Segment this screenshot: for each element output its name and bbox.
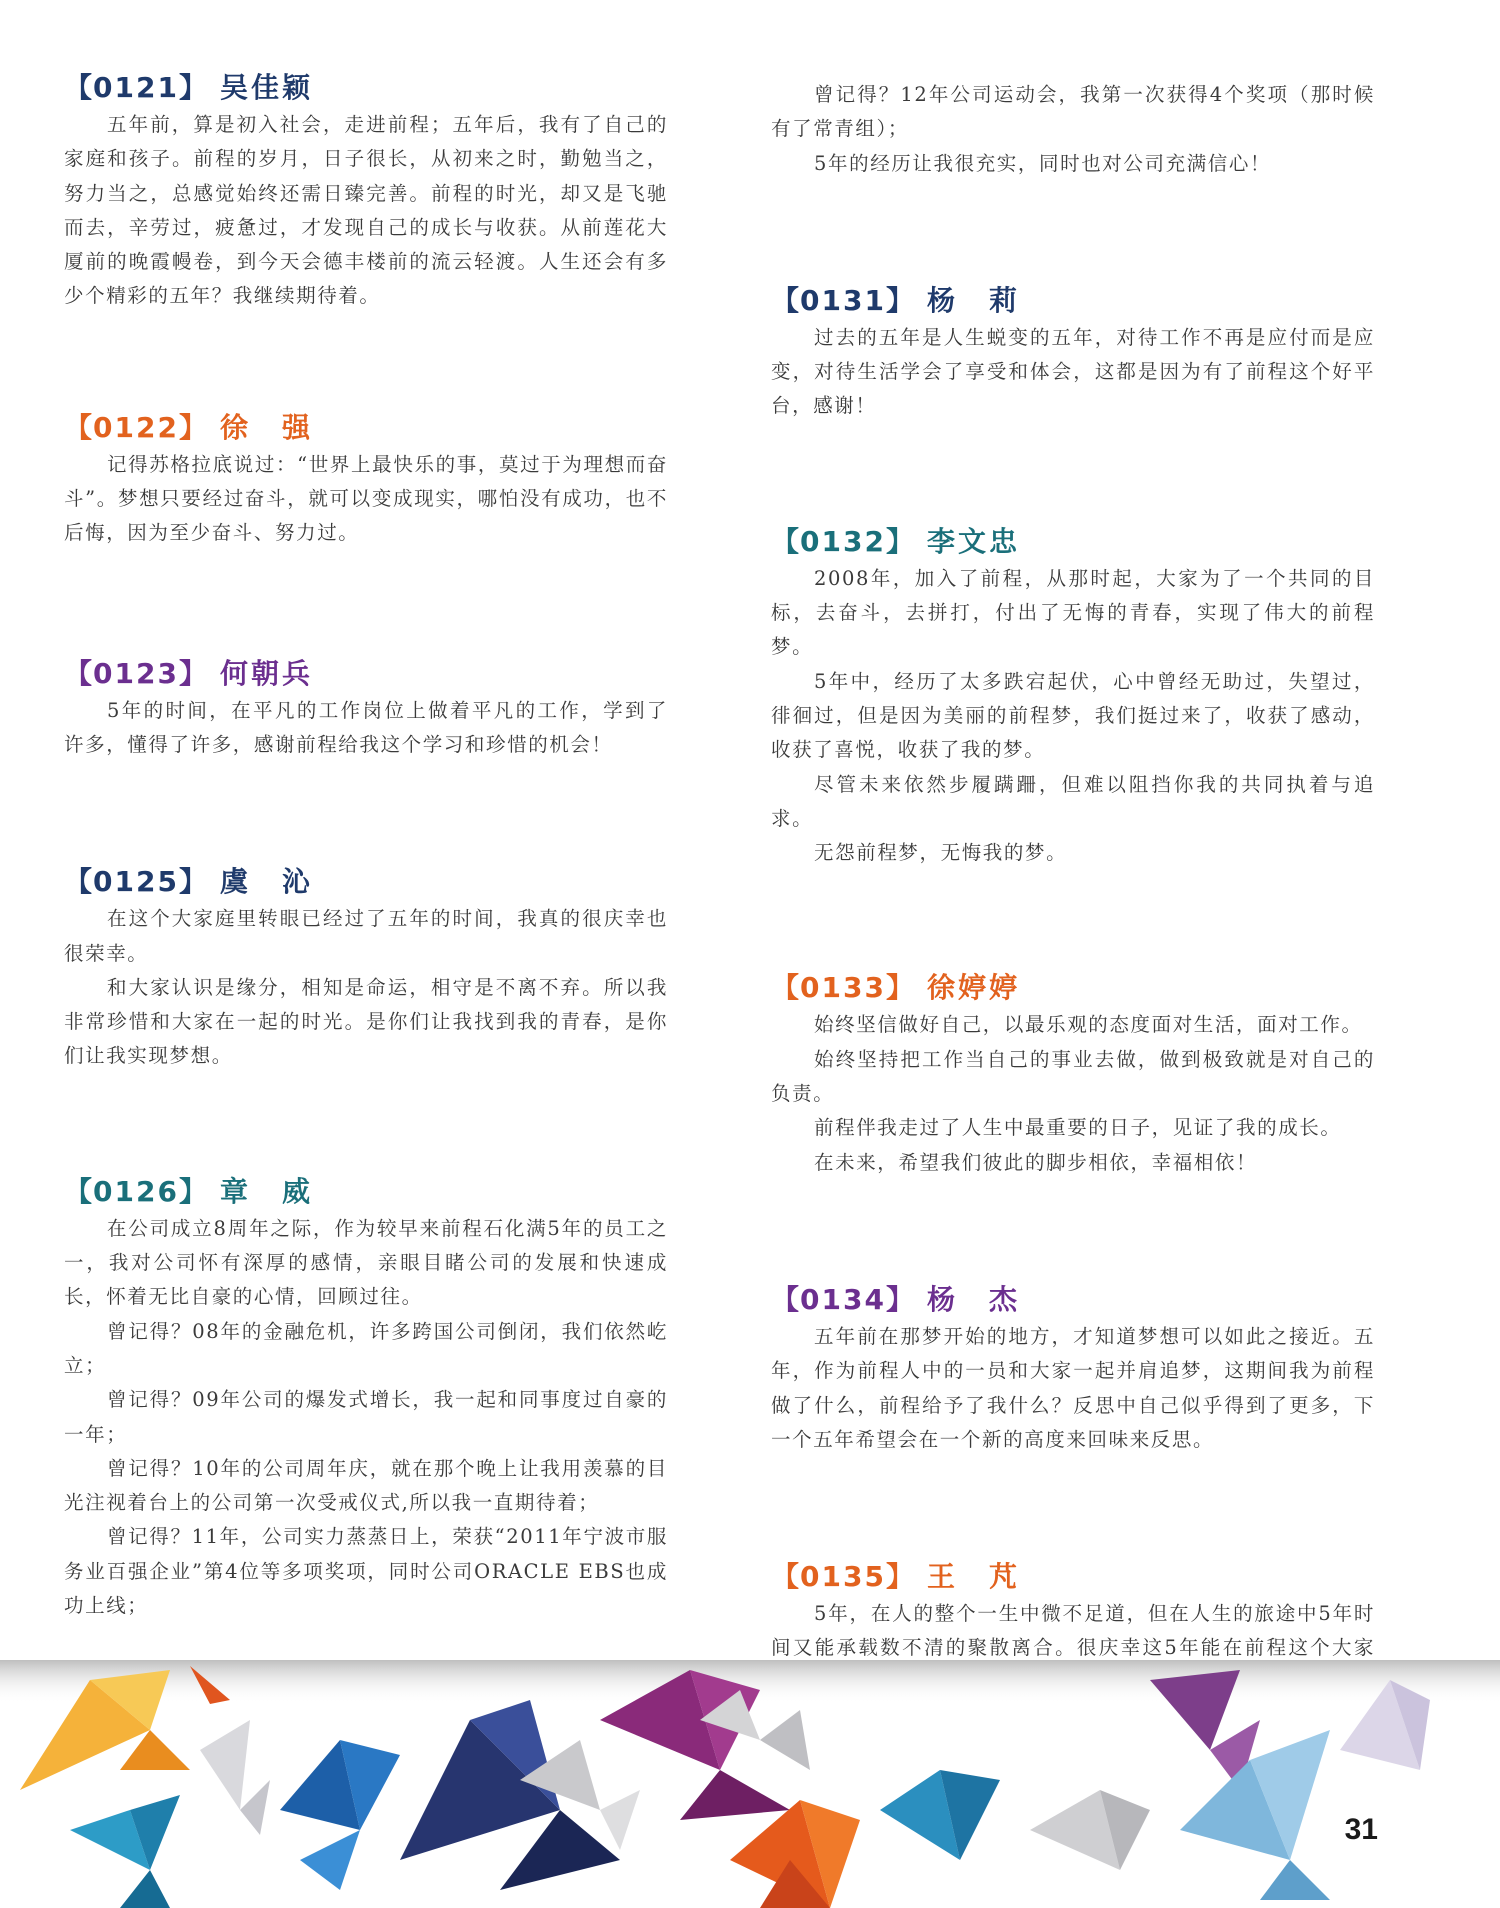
- entry-0133: [771, 970, 1375, 1179]
- entry-paragraph: 和大家认识是缘分，相知是命运，相守是不离不弃。所以我非常珍惜和大家在一起的时光。是你们让我找到我的青春，是你们让我实现梦想。: [64, 975, 668, 1068]
- entry-paragraph: 曾记得？08年的金融危机，许多跨国公司倒闭，我们依然屹立；: [64, 1319, 668, 1377]
- entry-0126-continued: [771, 78, 1375, 181]
- entry-author: 王 芃: [926, 1560, 1020, 1594]
- entry-0126: [64, 1174, 668, 1624]
- entry-paragraph: 记得苏格拉底说过：“世界上最快乐的事，莫过于为理想而奋斗”。梦想只要经过奋斗，就可以变成现实，哪怕没有成功，也不后悔，因为至少奋斗、努力过。: [64, 452, 668, 545]
- entry-paragraph: 在公司成立8周年之际，作为较早来前程石化满5年的员工之一，我对公司怀有深厚的感情，亲眼目睹公司的发展和快速成长，怀着无比自豪的心情，回顾过往。: [64, 1216, 668, 1309]
- entry-paragraph: 五年前，算是初入社会，走进前程；五年后，我有了自己的家庭和孩子。前程的岁月，日子很长，从初来之时，勤勉当之，努力当之，总感觉始终还需日臻完善。前程的时光，却又是飞驰而去，辛劳过，疲惫过，才发现自己的成长与收获。从前莲花大厦前的晚霞幔卷，到今天会德丰楼前的流云轻渡。人生还会有多少个精彩的五年？我继续期待着。: [64, 113, 668, 308]
- entry-0122: [64, 410, 668, 551]
- entry-paragraph: 过去的五年是人生蜕变的五年，对待工作不再是应付而是应变，对待生活学会了享受和体会，这都是因为有了前程这个好平台，感谢！: [771, 325, 1375, 418]
- entry-0123: [64, 656, 668, 763]
- entry-paragraph: 曾记得？10年的公司周年庆，就在那个晚上让我用羡慕的目光注视着台上的公司第一次受戒仪式,所以我一直期待着；: [64, 1456, 668, 1515]
- entry-number: 0122: [93, 410, 179, 444]
- entry-author: 李文忠: [926, 524, 1020, 558]
- entry-title: 【0135】 王 芃: [771, 1560, 1020, 1594]
- entry-title: 【0122】 徐 强: [64, 410, 313, 444]
- entry-paragraph: 曾记得？09年公司的爆发式增长，我一起和同事度过自豪的一年；: [64, 1388, 668, 1446]
- entry-paragraph: 2008年，加入了前程，从那时起，大家为了一个共同的目标，去奋斗，去拼打，付出了无悔的青春，实现了伟大的前程梦。: [771, 566, 1375, 659]
- entry-paragraph: 在未来，希望我们彼此的脚步相依，幸福相依！: [814, 1150, 1258, 1174]
- entry-paragraph: 5年中，经历了太多跌宕起伏，心中曾经无助过，失望过，徘徊过，但是因为美丽的前程梦，我们挺过来了，收获了感动，收获了喜悦，收获了我的梦。: [771, 669, 1375, 762]
- entry-title: 【0121】 吴佳颖: [64, 71, 313, 104]
- entry-title: 【0131】 杨 莉: [771, 283, 1020, 317]
- entry-0131: [771, 283, 1375, 424]
- entry-paragraph: 五年前在那梦开始的地方，才知道梦想可以如此之接近。五年，作为前程人中的一员和大家一起并肩追梦，这期间我为前程做了什么，前程给予了我什么？反思中自己似乎得到了更多，下一个五年希望会在一个新的高度来回味来反思。: [771, 1324, 1375, 1451]
- entry-number: 0126: [93, 1174, 179, 1208]
- entry-paragraph: 5年，在人的整个一生中微不足道，但在人生的旅途中5年时间又能承载数不清的聚散离合。很庆幸这5年能在前程这个大家: [771, 1602, 1375, 1660]
- entry-author: 吴佳颖: [219, 71, 313, 104]
- entry-paragraph: 始终坚持把工作当自己的事业去做，做到极致就是对自己的负责。: [771, 1047, 1375, 1106]
- entry-paragraph: 在这个大家庭里转眼已经过了五年的时间，我真的很庆幸也很荣幸。: [64, 907, 668, 965]
- entry-title: 【0134】 杨 杰: [771, 1282, 1020, 1316]
- entry-number: 0134: [800, 1282, 886, 1316]
- entry-number: 0131: [800, 283, 886, 317]
- entry-author: 章 威: [219, 1174, 313, 1208]
- entry-number: 0125: [93, 865, 179, 899]
- left-column: [64, 70, 668, 1623]
- entry-author: 徐 强: [219, 410, 313, 444]
- entry-author: 杨 莉: [926, 283, 1020, 317]
- entry-title: 【0133】 徐婷婷: [771, 971, 1020, 1005]
- entry-author: 徐婷婷: [926, 971, 1020, 1005]
- entry-paragraph: 5年的时间，在平凡的工作岗位上做着平凡的工作，学到了许多，懂得了许多，感谢前程给我这个学习和珍惜的机会！: [64, 698, 668, 756]
- right-column: [771, 78, 1375, 1700]
- entry-number: 0121: [93, 71, 179, 104]
- entry-paragraph: 5年的经历让我很充实，同时也对公司充满信心！: [814, 151, 1272, 175]
- entry-number: 0123: [93, 656, 179, 690]
- entry-paragraph: 前程伴我走过了人生中最重要的日子，见证了我的成长。: [814, 1116, 1342, 1140]
- entry-paragraph: 曾记得？11年，公司实力蒸蒸日上，荣获“2011年宁波市服务业百强企业”第4位等多项奖项，同时公司ORACLE EBS也成功上线；: [64, 1525, 668, 1618]
- entry-0134: [771, 1282, 1375, 1457]
- entry-paragraph: 曾记得？12年公司运动会，我第一次获得4个奖项（那时候有了常青组）；: [771, 83, 1375, 141]
- entry-title: 【0126】 章 威: [64, 1174, 313, 1208]
- entry-author: 何朝兵: [219, 656, 313, 690]
- entry-paragraph: 尽管未来依然步履蹒跚，但难以阻挡你我的共同执着与追求。: [771, 772, 1375, 830]
- entry-number: 0135: [800, 1560, 886, 1594]
- entry-title: 【0123】 何朝兵: [64, 656, 313, 690]
- entry-author: 虞 沁: [219, 865, 313, 899]
- entry-paragraph: 始终坚信做好自己，以最乐观的态度面对生活，面对工作。: [814, 1013, 1363, 1037]
- entry-number: 0132: [800, 524, 886, 558]
- entry-author: 杨 杰: [926, 1282, 1020, 1316]
- page-number: 31: [1344, 1813, 1378, 1846]
- entry-title: 【0132】 李文忠: [771, 524, 1020, 558]
- entry-0132: [771, 524, 1375, 871]
- entry-title: 【0125】 虞 沁: [64, 865, 313, 899]
- entry-paragraph: 无怨前程梦，无悔我的梦。: [814, 841, 1068, 865]
- origami-birds-decoration: [0, 1660, 1500, 1908]
- entry-0121: [64, 70, 668, 314]
- entry-0125: [64, 864, 668, 1073]
- entry-number: 0133: [800, 971, 886, 1005]
